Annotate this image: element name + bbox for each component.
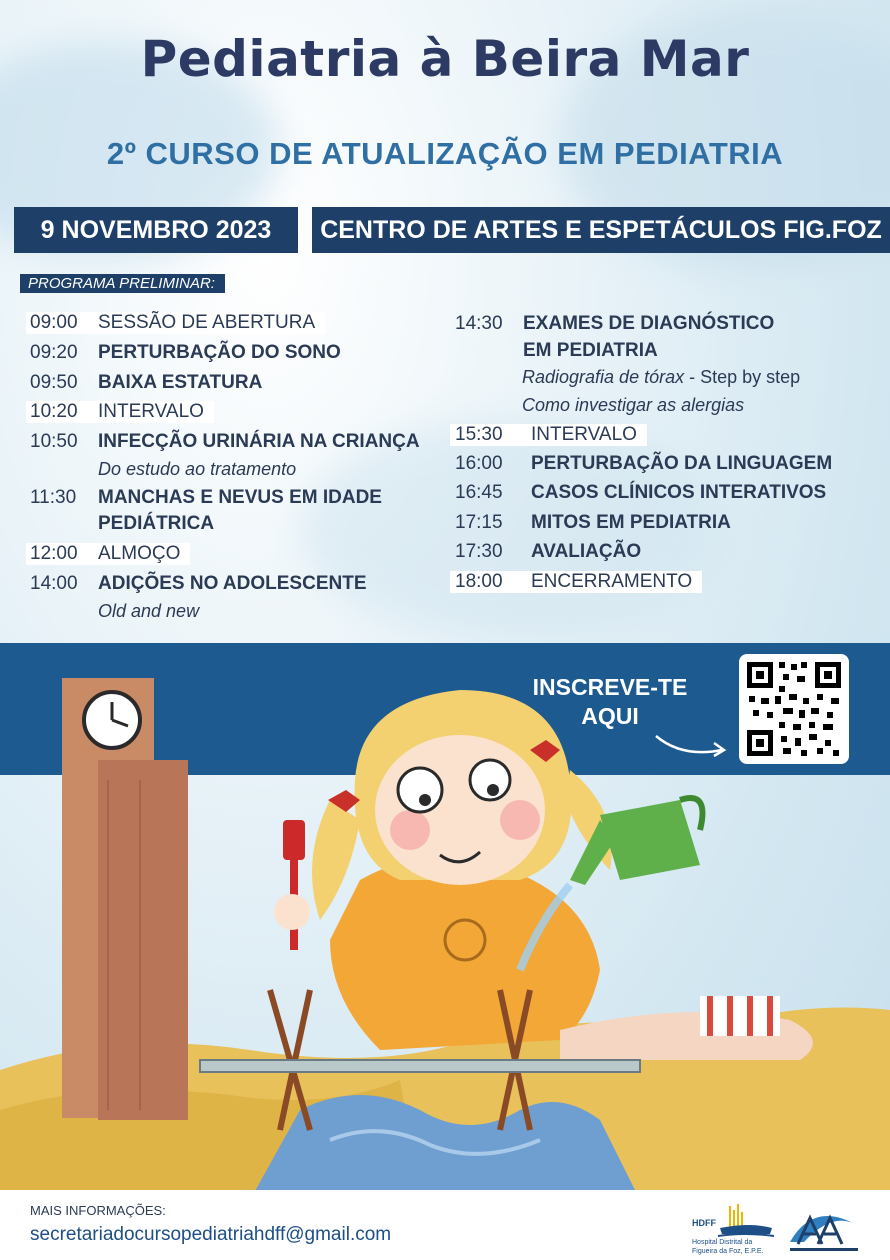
arrow-icon xyxy=(652,730,732,760)
program-label: PROGRAMA PRELIMINAR: xyxy=(20,274,225,293)
program-time: 10:20 xyxy=(30,401,78,422)
program-time: 12:00 xyxy=(30,543,78,564)
event-date: 9 NOVEMBRO 2023 xyxy=(14,207,298,253)
hdff-name-line: Hospital Distrital da xyxy=(692,1239,753,1246)
signup-text xyxy=(520,673,700,731)
program-item xyxy=(455,482,826,504)
program-name: MANCHAS E NEVUS EM IDADE xyxy=(98,487,382,508)
event-venue: CENTRO DE ARTES E ESPETÁCULOS FIG.FOZ xyxy=(312,207,890,253)
program-name: INFECÇÃO URINÁRIA NA CRIANÇA xyxy=(98,431,420,452)
more-info-label: MAIS INFORMAÇÕES: xyxy=(30,1203,166,1218)
program-time: 09:00 xyxy=(30,312,78,333)
program-item xyxy=(30,487,382,509)
signup-line: INSCREVE-TE xyxy=(532,674,688,700)
program-name: ADIÇÕES NO ADOLESCENTE xyxy=(98,573,367,594)
program-item xyxy=(30,431,420,453)
program-subtitle-italic: Radiografia de tórax xyxy=(522,367,685,387)
program-item xyxy=(30,342,341,364)
program-time: 11:30 xyxy=(30,487,77,508)
girl-shirt xyxy=(330,857,600,1050)
hdff-logo-icon xyxy=(690,1196,780,1256)
program-name: EM PEDIATRIA xyxy=(523,340,658,361)
hdff-short: HDFF xyxy=(692,1218,716,1228)
program-subtitle: Old and new xyxy=(98,601,200,621)
program-item xyxy=(450,571,702,593)
program-time: 15:30 xyxy=(455,424,503,445)
program-name: ALMOÇO xyxy=(98,543,181,564)
program-time: 14:00 xyxy=(30,573,78,594)
program-name: MITOS EM PEDIATRIA xyxy=(531,512,731,533)
program-name: PERTURBAÇÃO DO SONO xyxy=(98,342,341,363)
program-item xyxy=(450,424,647,446)
program-name: PEDIÁTRICA xyxy=(98,513,215,534)
program-name: AVALIAÇÃO xyxy=(531,541,642,562)
program-item xyxy=(26,543,190,565)
program-name: SESSÃO DE ABERTURA xyxy=(98,312,316,333)
program-subtitle: Do estudo ao tratamento xyxy=(98,459,297,479)
program-subtitle-rest: - Step by step xyxy=(684,367,801,387)
program-time: 09:20 xyxy=(30,342,78,363)
program-time: 18:00 xyxy=(455,571,503,592)
program-time: 10:50 xyxy=(30,431,78,452)
association-logo-icon xyxy=(784,1196,864,1256)
program-name: ENCERRAMENTO xyxy=(531,571,693,592)
program-name: CASOS CLÍNICOS INTERATIVOS xyxy=(531,482,827,503)
program-item xyxy=(455,541,641,563)
program-item xyxy=(455,512,731,534)
contact-email-link[interactable]: secretariadocursopediatriahdff@gmail.com xyxy=(30,1224,392,1245)
hdff-name-line: Figueira da Foz, E.P.E. xyxy=(692,1248,764,1255)
program-name: BAIXA ESTATURA xyxy=(98,372,263,393)
program-item-continued xyxy=(98,513,214,535)
program-item xyxy=(30,573,367,595)
qr-code[interactable] xyxy=(739,654,849,764)
program-time: 09:50 xyxy=(30,372,78,393)
qr-code-icon xyxy=(739,654,849,764)
bridge-plank xyxy=(200,1060,640,1072)
program-name: EXAMES DE DIAGNÓSTICO xyxy=(523,313,775,334)
program-item xyxy=(26,401,214,423)
program-item xyxy=(455,313,774,335)
poster-subtitle: 2º CURSO DE ATUALIZAÇÃO EM PEDIATRIA xyxy=(106,136,784,171)
program-subtitle: Como investigar as alergias xyxy=(522,395,745,415)
program-name: INTERVALO xyxy=(98,401,204,422)
program-name: INTERVALO xyxy=(531,424,637,445)
program-time: 16:45 xyxy=(455,482,503,503)
program-subtitle xyxy=(522,367,800,388)
program-name: PERTURBAÇÃO DA LINGUAGEM xyxy=(531,453,833,474)
red-shovel-icon xyxy=(283,820,305,860)
program-item-continued xyxy=(523,340,658,362)
program-item xyxy=(26,312,325,334)
program-time: 14:30 xyxy=(455,313,503,334)
signup-line: AQUI xyxy=(581,703,639,729)
program-item xyxy=(455,453,832,475)
program-time: 17:15 xyxy=(455,512,503,533)
program-time: 17:30 xyxy=(455,541,503,562)
program-time: 16:00 xyxy=(455,453,503,474)
program-item xyxy=(30,372,262,394)
poster-title: Pediatria à Beira Mar xyxy=(140,30,750,88)
